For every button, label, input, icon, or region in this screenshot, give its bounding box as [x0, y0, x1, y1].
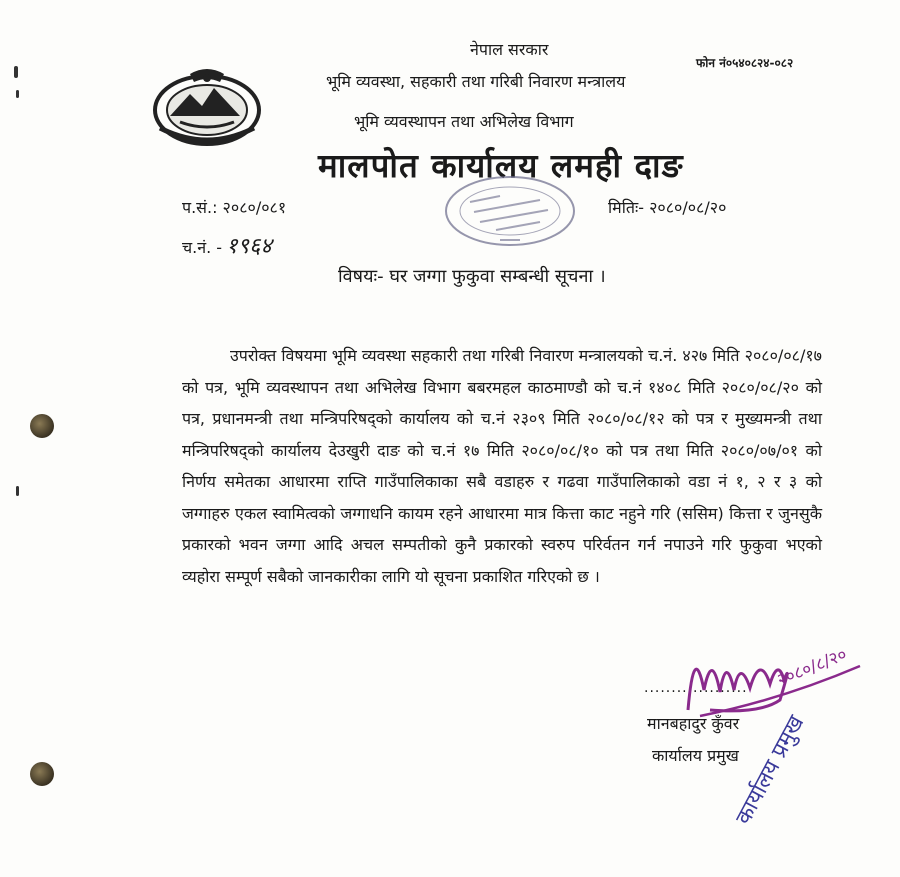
handwritten-date: २०८०/८/२०: [774, 644, 850, 691]
department-name: भूमि व्यवस्थापन तथा अभिलेख विभाग: [354, 112, 574, 131]
signature-line: ...................: [644, 680, 748, 696]
punch-hole-icon: [30, 762, 54, 786]
letter-date: मितिः- २०८०/०८/२०: [608, 198, 727, 217]
dispatch-number: [182, 230, 272, 260]
signatory-title: कार्यालय प्रमुख: [652, 746, 739, 765]
signatory-name: मानबहादुर कुँवर: [647, 714, 740, 733]
notice-body: उपरोक्त विषयमा भूमि व्यवस्था सहकारी तथा गरिबी निवारण मन्त्रालयको च.नं. ४२७ मिति २०८०/०८/१७ को पत्र, भूमि व्यवस्थापन तथा अभिलेख विभाग बबरमहल काठमाण्डौ को च.नं १४०८ मिति २०८०/०८/२० को पत्र, प्रधानमन्त्री तथा मन्त्रिपरिषद्को कार्यालय को च.नं २३०९ मिति २०८०/०८/१२ को पत्र र मुख्यमन्त्री तथा मन्त्रिपरिषद्को कार्यालय देउखुरी दाङ को च.नं १७ मिति २०८०/०८/१० को पत्र तथा मिति २०८०/०७/०१ को निर्णय समेतका आधारमा राप्ति गाउँपालिकाका सबै वडाहरु र गढवा गाउँपालिकाको वडा नं १, २ र ३ को जग्गाहरु एकल स्वामित्वको जग्गाधनि कायम रहने आधारमा मात्र कित्ता काट नहुने गरि (ससिम) कित्ता र जुनसुकै प्रकारको भवन जग्गा आदि अचल सम्पतीको कुनै प्रकारको स्वरुप परिर्वतन गर्न नपाउने गरि फुकुवा भएको व्यहोरा सम्पूर्ण सबैको जानकारीका लागि यो सूचना प्रकाशित गरिएको छ ।: [182, 346, 822, 586]
edge-mark: [16, 486, 19, 496]
handwritten-title: कार्यालय प्रमुख: [731, 711, 810, 829]
phone-number: फोन नं०५४०८२४-०८२: [696, 56, 794, 70]
edge-mark: [14, 66, 18, 78]
office-title: मालपोत कार्यालय लमही दाङ: [318, 146, 684, 185]
subject-line: विषयः- घर जग्गा फुकुवा सम्बन्धी सूचना ।: [338, 266, 606, 287]
government-name: नेपाल सरकार: [470, 40, 549, 59]
reference-number: प.सं.: २०८०/०८१: [182, 198, 287, 217]
handwritten-signature: [660, 630, 880, 840]
dispatch-label: च.नं. -: [182, 238, 223, 257]
dispatch-handwritten-value: १९६४: [226, 234, 272, 259]
office-stamp-icon: [440, 172, 580, 250]
nepal-emblem-icon: [150, 66, 264, 148]
punch-hole-icon: [30, 414, 54, 438]
ministry-name: भूमि व्यवस्था, सहकारी तथा गरिबी निवारण मन्त्रालय: [326, 72, 626, 91]
edge-mark: [16, 90, 19, 98]
